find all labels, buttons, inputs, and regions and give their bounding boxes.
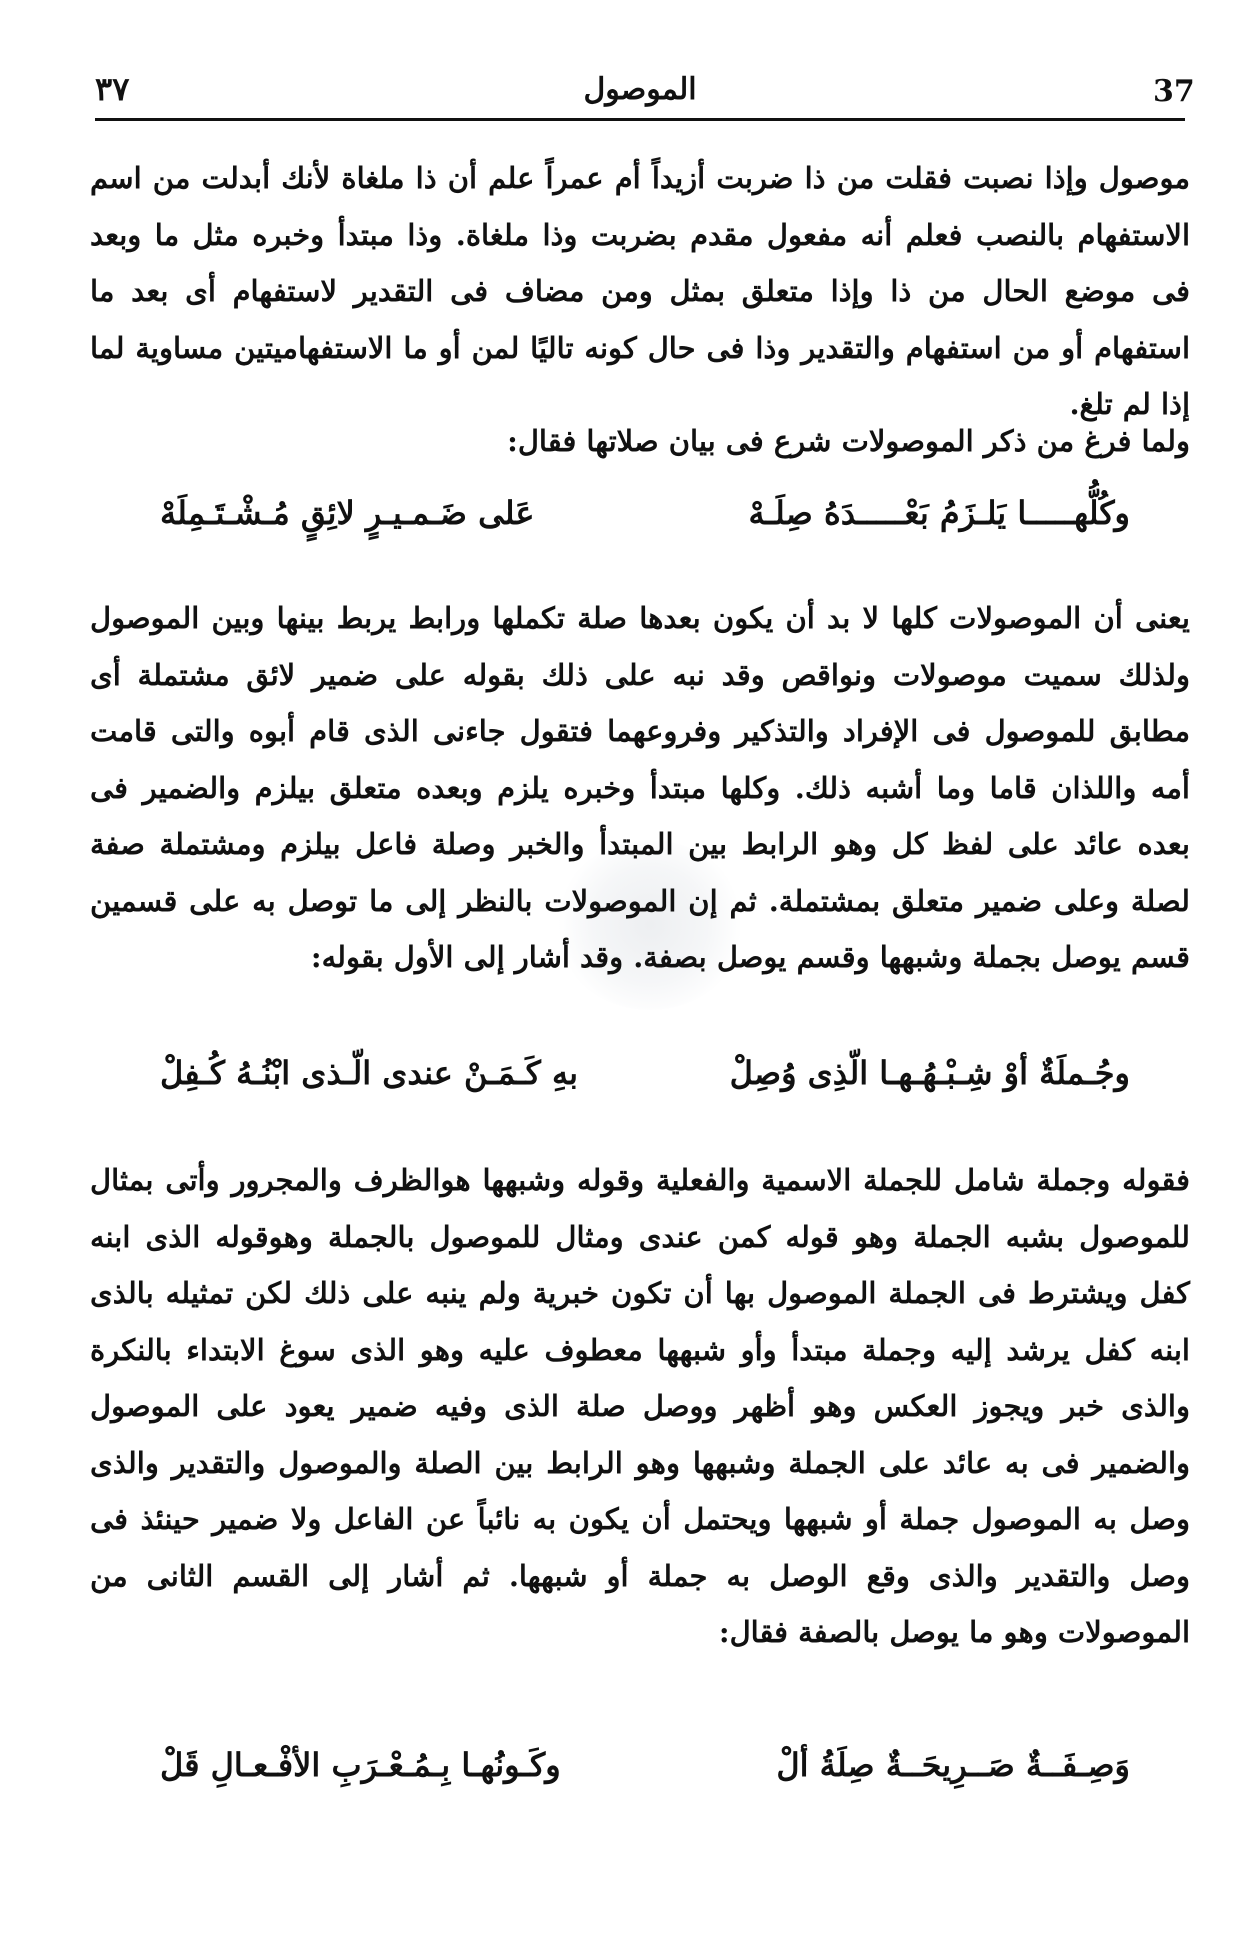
page-header [95, 62, 1195, 121]
verse-hemistich-second: وكَـونُهـا بِـمُـعْـرَبِ الأفْـعـالِ قَلْ [160, 1746, 561, 1784]
paragraph-4: فقوله وجملة شامل للجملة الاسمية والفعلية وقوله وشبهها هوالظرف والمجرور وأتى بمثال للموصول بشبه الجملة وهو قوله كمن عندى ومثال للموصول بالجملة وهوقوله الذى ابنه كفل ويشترط فى الجملة الموصول بها أن تكون خبرية ولم ينبه على ذلك لكن تمثيله بالذى ابنه كفل يرشد إليه وجملة مبتدأ وأو شبهها معطوف عليه وهو الذى سوغ الابتداء بالنكرة والذى خبر ويجوز العكس وهو أظهر ووصل صلة الذى وفيه ضمير يعود على الموصول والضمير فى به عائد على الجملة وشبهها وهو الرابط بين الصلة والموصول والتقدير والذى وصل به الموصول جملة أو شبهها ويحتمل أن يكون به نائباً عن الفاعل ولا ضمير حينئذ فى وصل والتقدير والذى وقع الوصل به جملة أو شبهها. ثم أشار إلى القسم الثانى من الموصولات وهو ما يوصل بالصفة فقال: [90, 1163, 1190, 1649]
page-number-latin: 37 [1153, 74, 1195, 109]
verse-line-3 [120, 1740, 1170, 1800]
paragraph-3: يعنى أن الموصولات كلها لا بد أن يكون بعدها صلة تكملها ورابط يربط بينها وبين الموصول ولذلك سميت موصولات ونواقص وقد نبه على ذلك بقوله على ضمير لائق مشتملة أى مطابق للموصول فى الإفراد والتذكير وفروعهما فتقول جاءنى الذى قام أبوه والتى قامت أمه واللذان قاما وما أشبه ذلك. وكلها مبتدأ وخبره يلزم وبعده متعلق بيلزم والضمير فى بعده عائد على لفظ كل وهو الرابط بين المبتدأ والخبر وصلة فاعل بيلزم ومشتملة صفة لصلة وعلى ضمير متعلق بمشتملة. ثم إن الموصولات بالنظر إلى ما توصل به على قسمين قسم يوصل بجملة وشبهها وقسم يوصل بصفة. وقد أشار إلى الأول بقوله: [90, 601, 1190, 974]
verse-line-1 [120, 488, 1170, 548]
paragraph-1: موصول وإذا نصبت فقلت من ذا ضربت أزيداً أم عمراً علم أن ذا ملغاة لأنك أبدلت من اسم الاستفهام بالنصب فعلم أنه مفعول مقدم بضربت وذا ملغاة. وذا مبتدأ وخبره مثل ما وبعد فى موضع الحال من ذا وإذا متعلق بمثل ومن مضاف فى التقدير لاستفهام أى بعد ما استفهام أو من استفهام والتقدير وذا فى حال كونه تاليًا لمن أو ما الاستفهاميتين مساوية لما إذا لم تلغ. [90, 161, 1190, 421]
verse-line-2 [120, 1048, 1170, 1108]
verse-hemistich-first: وجُـملَةٌ أوْ شِـبْـهُـهـا الّذِى وُصِلْ [729, 1054, 1130, 1092]
running-title: الموصول [583, 72, 697, 107]
verse-hemistich-first: وكُلُّهـــــا يَلـزَمُ بَعْـــــدَهُ صِلَـهْ [748, 494, 1130, 532]
verse-hemistich-second: بهِ كَـمَـنْ عندى الّـذى ابْنُـهُ كُـفِلْ [160, 1054, 579, 1092]
page-number-arabic: ٣٧ [95, 70, 130, 108]
verse-hemistich-second: عَلى ضَـمـيـرٍ لائِقٍ مُـشْـتَـمِلَهْ [160, 494, 535, 532]
paragraph-2: ولما فرغ من ذكر الموصولات شرع فى بيان صلاتها فقال: [507, 424, 1190, 458]
verse-hemistich-first: وَصِـفَــةٌ صَــرِيحَــةٌ صِلَةُ ألْ [776, 1746, 1130, 1784]
